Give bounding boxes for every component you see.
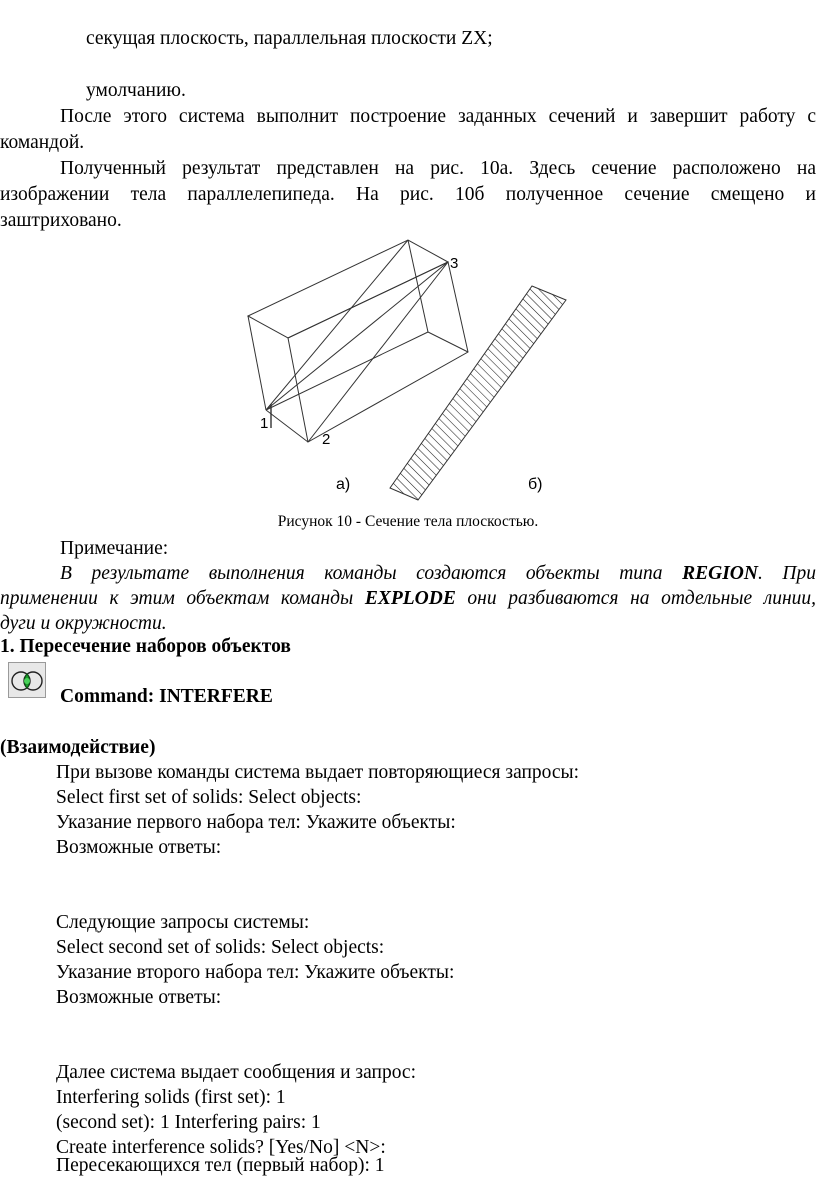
menu-path-line-2: (Взаимодействие) [0,737,156,758]
figure-section-drawing [240,232,580,512]
body-line: Interfering solids (first set): 1 [56,1087,286,1108]
note-line-3: дуги и окружности. [0,613,167,634]
point-label-1: 1 [260,415,269,432]
body-line: Select second set of solids: Select objects: [56,937,385,958]
top-list-item-2-line-2: умолчанию. [86,80,186,101]
subfigure-label-a: а) [336,476,351,493]
body-line: Create interference solids? [Yes/No] <N>: [56,1137,386,1158]
para2-line-2: изображении тела параллелепипеда. На рис. 10б полученное сечение смещено и [0,184,816,205]
body-line: (second set): 1 Interfering pairs: 1 [56,1112,321,1133]
body-line: Далее система выдает сообщения и запрос: [56,1062,417,1083]
para2-line-3: заштриховано. [0,210,122,231]
point-label-2: 2 [322,431,331,448]
body-line: Указание второго набора тел: Укажите объекты: [56,962,455,983]
note-title: Примечание: [60,538,169,559]
section-heading: 1. Пересечение наборов объектов [0,636,291,657]
body-line: Следующие запросы системы: [56,912,310,933]
subfigure-label-b: б) [528,476,543,493]
command-line: Command: INTERFERE [60,686,273,707]
para1-line-1: После этого система выполнит построение заданных сечений и завершит работу с [60,106,816,127]
hatched-section [390,286,566,500]
parallelepiped-wireframe [248,240,468,442]
note-line-2: применении к этим объектам команды EXPLODE они разбиваются на отдельные линии, [0,588,816,609]
point-label-3: 3 [450,255,459,272]
top-list-item-1-line-2: секущая плоскость, параллельная плоскости ZX; [86,28,493,49]
body-line: Пересекающихся тел (первый набор): 1 [56,1155,385,1176]
body-line: Указание первого набора тел: Укажите объекты: [56,812,456,833]
body-line: Select first set of solids: Select objects: [56,787,362,808]
body-line: Возможные ответы: [56,987,222,1008]
para2-line-1: Полученный результат представлен на рис. 10а. Здесь сечение расположено на [60,158,816,179]
note-line-1: В результате выполнения команды создаются объекты типа REGION. При [60,563,816,584]
body-line: При вызове команды система выдает повторяющиеся запросы: [56,762,580,783]
body-line: Возможные ответы: [56,837,222,858]
figure-caption: Рисунок 10 - Сечение тела плоскостью. [277,513,539,530]
para1-line-2: командой. [0,132,85,153]
